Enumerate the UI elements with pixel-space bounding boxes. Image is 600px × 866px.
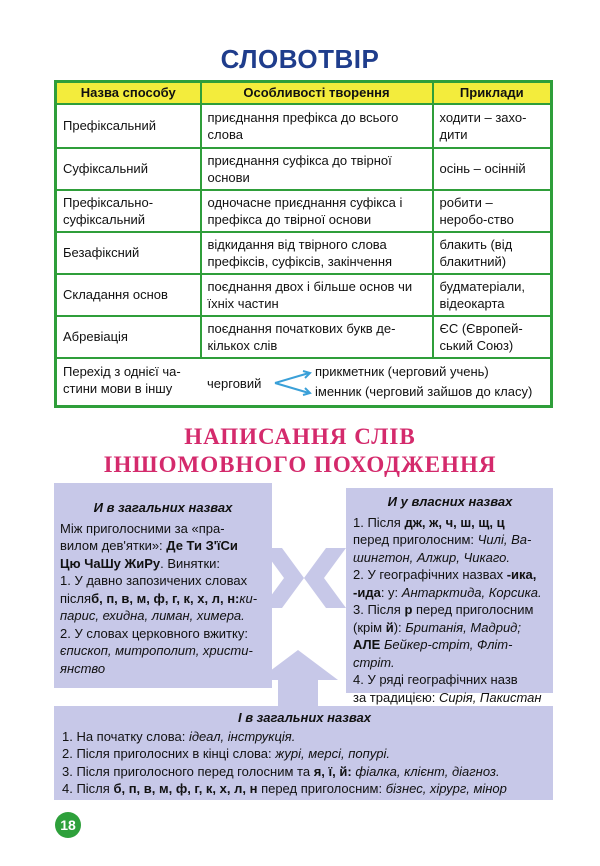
header-examples: Приклади [433,82,552,104]
example-cell: ходити – захо-дити [433,104,552,148]
method-cell: Абревіація [56,316,201,358]
text-line: Між приголосними за «пра- [60,520,225,536]
text-line: 2. У словах церковного вжитку: [60,625,248,641]
text-line: янство [60,660,106,676]
box-y-proper-nouns [346,488,553,705]
box-i-common-nouns [54,706,553,800]
text-line: 4. Після б, п, в, м, ф, г, к, х, л, н перед приголосним: бізнес, хірург, мінор [62,781,507,796]
box-heading: И в загальних назвах [93,500,233,515]
foreign-words-title-line2: ІНШОМОВНОГО ПОХОДЖЕННЯ [103,452,497,477]
header-method: Назва способу [56,82,201,104]
method-cell: Префіксально-суфіксальний [56,190,201,232]
page-number: 18 [55,812,81,838]
text-line: 3. Після р перед приголосним [353,602,534,617]
arrows-to-center-icon [262,548,346,608]
text-line: 2. У географічних назвах -ика, [353,567,537,582]
branch-arrows-icon [273,369,313,397]
transfer-adjective: прикметник (черговий учень) [315,363,489,379]
text-line: парис, ехидна, лиман, химера. [60,608,245,623]
method-cell: Складання основ [56,274,201,316]
feature-cell: одночасне приєднання суфікса і префікса до твірної основи [201,190,433,232]
table-header-row [56,82,552,104]
method-cell: Безафіксний [56,232,201,274]
word-formation-table [54,80,553,408]
table-row [56,232,552,274]
transfer-method: Перехід з однієї ча-стини мови в іншу [63,363,181,396]
example-cell: осінь – осінній [433,148,552,190]
text-line: післяб, п, в, м, ф, г, к, х, л, н:ки- [60,590,258,606]
transfer-row [57,359,550,405]
feature-cell: приєднання суфікса до твірної основи [201,148,433,190]
box-heading: И у власних назвах [387,494,513,509]
transfer-noun: іменник (черговий зайшов до класу) [315,383,533,399]
box-heading: І в загальних назвах [237,710,371,725]
text-line: 2. Після приголосних в кінці слова: журі, мерсі, попурі. [62,746,390,761]
text-line: перед приголосним: Чилі, Ва- [353,532,532,547]
feature-cell: відкидання від твірного слова префіксів, суфіксів, закінчення [201,232,433,274]
text-line: АЛЕ Бейкер-стріт, Фліт-стріт. [353,637,513,670]
table-row [56,104,552,148]
feature-cell: приєднання префікса до всього слова [201,104,433,148]
example-cell: блакить (від блакитний) [433,232,552,274]
text-line: 4. У ряді географічних назв [353,672,518,687]
text-line: 1. У давно запозичених словах [60,573,248,588]
feature-cell: поєднання двох і більше основ чи їхніх частин [201,274,433,316]
word-formation-title: СЛОВОТВІР [220,44,380,74]
text-line: вилом дев'ятки»: Де Ти З'їСи [60,538,238,553]
text-line: єпископ, митрополит, христи- [60,643,253,658]
text-line: 3. Після приголосного перед голосним та я, ї, й: фіалка, клієнт, діагноз. [62,763,500,779]
table-row [56,274,552,316]
text-line: Цю ЧаШу ЖиРу. Винятки: [60,555,221,571]
table-row-transfer [56,358,552,407]
foreign-words-title-line1: НАПИСАННЯ СЛІВ [184,424,416,449]
text-line: шингтон, Алжир, Чикаго. [353,549,510,565]
example-cell: ЄС (Європей-ський Союз) [433,316,552,358]
method-cell: Префіксальний [56,104,201,148]
text-line: 1. На початку слова: ідеал, інструкція. [62,728,296,744]
header-features: Особливості творення [201,82,433,104]
table-row [56,148,552,190]
example-cell: будматеріали, відеокарта [433,274,552,316]
text-line: (крім й): Британія, Мадрид; [353,619,521,635]
box-y-common-nouns [54,483,272,688]
transfer-word: черговий [207,375,262,391]
text-line: 1. Після дж, ж, ч, ш, щ, ц [353,514,505,530]
text-line: за традицією: Сирія, Пакистан [353,689,542,705]
example-cell: робити – неробо-ство [433,190,552,232]
text-line: -ида: у: Антарктида, Корсика. [353,584,542,600]
feature-cell: поєднання початкових букв де-кількох слів [201,316,433,358]
method-cell: Суфіксальний [56,148,201,190]
table-row [56,316,552,358]
table-row [56,190,552,232]
